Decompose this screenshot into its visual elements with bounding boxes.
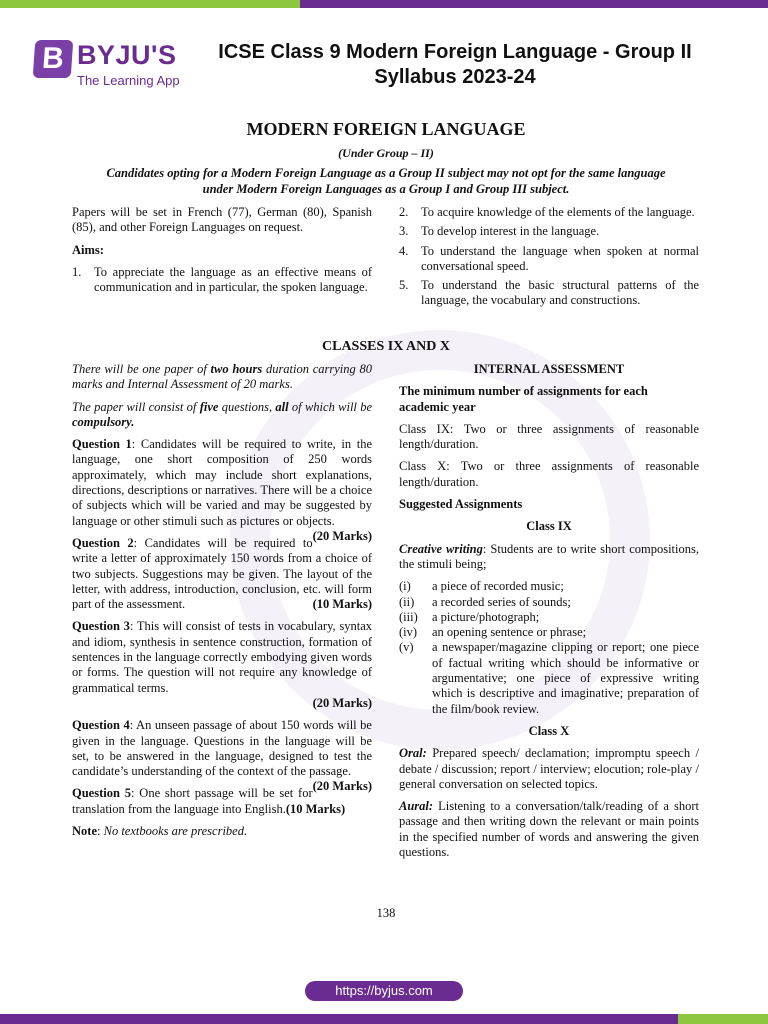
logo-mark-icon: B (33, 40, 74, 78)
question-1: Question 1: Candidates will be required to write, in the language, one short composition of 250 words approximately, which may include short explanations, directions, descriptions or narratives. There will be a choice of subjects which will be varied and may be suggested by language or other stimuli such as pictures or objects. (20 Marks) (72, 437, 372, 543)
list-item: 1. To appreciate the language as an effective means of communication and in particular, the spoken language. (72, 264, 372, 295)
question-2: Question 2: Candidates will be required to write a letter of approximately 150 words from a choice of two subjects. Suggestions may be given. The layout of the letter, with address, introduction, conclusion, etc. will form part of the assessment. (10 Marks) (72, 535, 372, 612)
aural-assignment: Aural: Listening to a conversation/talk/reading of a short passage and then writing down the relevant or main points in the specified number of words and answering the given questions. (399, 799, 699, 860)
list-item: 5. To understand the basic structural patterns of the language, the vocabulary and constructions. (399, 278, 699, 308)
question-5: Question 5: One short passage will be set for translation from the language into English.(10 Marks) (72, 786, 346, 816)
class-ix-heading: Class IX (526, 519, 572, 534)
list-item: 4. To understand the language when spoken at normal conversational speed. (399, 243, 699, 273)
byjus-logo[interactable] (34, 40, 180, 88)
min-assignments-heading: The minimum number of assignments for each academic year (399, 384, 648, 414)
aims-heading: Aims: (72, 242, 104, 257)
classes-heading: CLASSES IX AND X (322, 339, 450, 354)
list-item: 2. To acquire knowledge of the elements of the language. (399, 205, 695, 219)
logo-name: BYJU'S (77, 40, 177, 70)
header-title: ICSE Class 9 Modern Foreign Language - Group II Syllabus 2023-24 (218, 41, 692, 88)
question-3: Question 3: This will consist of tests in vocabulary, syntax and idiom, synthesis in sentence construction, formation of sentences in the language correctly embodying given words or forms. The question will not require any knowledge of grammatical terms. (20 Marks) (72, 619, 372, 710)
internal-assessment-heading: INTERNAL ASSESSMENT (473, 362, 625, 376)
list-item: (i) a piece of recorded music; (399, 579, 564, 594)
logo-tagline: The Learning App (77, 73, 180, 88)
top-color-bar (0, 0, 768, 8)
suggested-assignments-heading: Suggested Assignments (399, 497, 523, 512)
creative-writing: Creative writing: Students are to write short compositions, the stimuli being; (399, 541, 699, 571)
internal-assessment-column (399, 362, 699, 867)
class-x-assignments: Class X: Two or three assignments of reasonable length/duration. (399, 459, 699, 489)
oral-assignment: Oral: Prepared speech/ declamation; impromptu speech / debate / discussion; report / interview; elocution; role-play / general conversation on selected topics. (399, 746, 699, 791)
class-ix-assignments: Class IX: Two or three assignments of reasonable length/duration. (399, 421, 699, 452)
class-x-heading: Class X (528, 723, 570, 738)
document-note: Candidates opting for a Modern Foreign Language as a Group II subject may not opt for the same language under Modern Foreign Languages as a Group I and Group III subject. (106, 166, 666, 196)
intro-left-column (72, 205, 372, 299)
bottom-color-bar (0, 1014, 768, 1024)
page-number: 138 (376, 906, 396, 920)
list-item: (iii) a picture/photograph; (399, 609, 540, 624)
list-item: (v) a newspaper/magazine clipping or report; one piece of factual writing which should be informative or argumentative; one piece of expressive writing which is descriptive and imaginative; preparation of the film/book review. (399, 640, 699, 716)
document-subtitle: (Under Group – II) (338, 146, 434, 160)
footer-url-link[interactable]: https://byjus.com (305, 981, 463, 1001)
paper-duration: There will be one paper of two hours duration carrying 80 marks and Internal Assessment of 20 marks. (72, 362, 373, 392)
list-item: 3. To develop interest in the language. (399, 224, 600, 239)
intro-paragraph: Papers will be set in French (77), German (80), Spanish (85), and other Foreign Languages on request. (72, 205, 372, 235)
list-item: (iv) an opening sentence or phrase; (399, 625, 587, 640)
question-4: Question 4: An unseen passage of about 150 words will be given in the language. Questions in the language will be set, to be answered in the language, designed to test the candidate’s understanding of the context of the passage. (20 Marks) (72, 718, 372, 794)
paper-left-column (72, 362, 372, 846)
stimuli-list (399, 579, 699, 717)
list-item: (ii) a recorded series of sounds; (399, 594, 571, 609)
aims-right-column (399, 205, 699, 313)
document-title: MODERN FOREIGN LANGUAGE (246, 119, 526, 139)
paper-structure: The paper will consist of five questions, all of which will be compulsory. (72, 399, 372, 429)
note: Note: No textbooks are prescribed. (72, 824, 248, 839)
